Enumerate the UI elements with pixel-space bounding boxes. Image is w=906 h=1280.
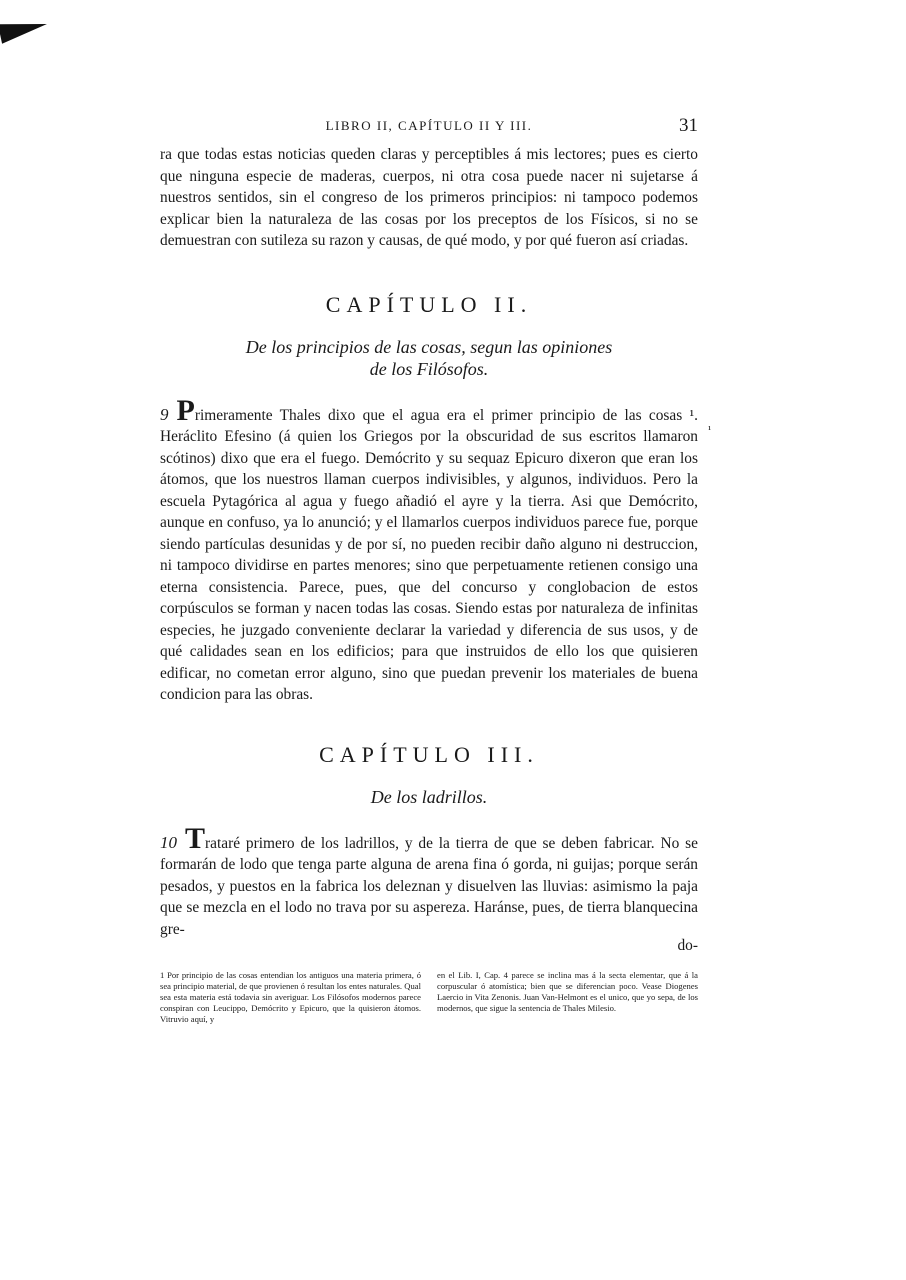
paragraph-9-number: 9 [160,404,169,424]
paragraph-9-block [160,393,712,706]
running-head [160,115,698,144]
catchword: do- [677,937,698,954]
paragraph-10-number: 10 [160,832,177,852]
paragraph-10 [160,821,698,941]
footnotes [160,970,698,1025]
paragraph-10-dropcap: T [185,821,206,855]
paragraph-9 [160,393,698,706]
paragraph-10-text: rataré primero de los ladrillos, y de la tierra de que se deben fabricar. No se formarán de lodo que tenga parte alguna de arena fina ó gorda, ni guijas; porque serán pesados, y puestos en la fabrica los deleznan y disuelven las lluvias: asimismo la paja que se mezcla en el lodo no trava por su aspereza. Haránse, pues, de tierra blanquecina gre- [160,834,698,938]
page-number: 31 [679,115,698,136]
book-page [160,115,712,1025]
footnote-column-1: 1 Por principio de las cosas entendian los antiguos una materia primera, ó sea principio material, de que provienen ó resultan los entes naturales. Qual sea esta materia está todavia sin averiguar. Los Filósofos modernos parece conspiran con Leucippo, Demócrito y Epicuro, que la quisieron átomos. Vitruvio aquí, y [160,970,421,1024]
chapter-2-subtitle-line-2: de los Filósofos. [369,358,489,379]
running-head-title: LIBRO II, CAPÍTULO II Y III. [325,118,533,133]
margin-mark: ¹ [708,423,712,436]
scan-corner-mark [0,14,49,44]
intro-paragraph: ra que todas estas noticias queden claras y perceptibles á mis lectores; pues es cierto que ninguna especie de maderas, cuerpos, ni otra cosa puede nacer ni sujetarse á nuestros sentidos, sin el congreso de los primeros principios: ni tampoco podemos explicar bien la naturaleza de las cosas por los preceptos de los Físicos, si no se demuestran con sutileza su razon y causas, de qué modo, y por qué fueron así criadas. [160,146,698,249]
paragraph-9-text: rimeramente Thales dixo que el agua era el primer principio de las cosas ¹. Heráclito Efesino (á quien los Griegos por la obscuridad de sus escritos llamaron scótinos) dixo que era el fuego. Demócrito y su sequaz Epicuro dixeron que eran los átomos, que los nuestros llaman cuerpos indivisibles, y algunos, individuos. Pero la escuela Pytagórica al agua y fuego añadió el ayre y la tierra. Asi que Demócrito, aunque en confuso, ya lo anunció; y el llamarlos cuerpos individuos parece fue, porque siendo partículas desunidas y de por sí, no pueden recibir daño alguno ni destruccion, ni tampoco dividirse en partes menores; sino que perpetuamente retienen consigo una eterna consistencia. Parece, pues, que del concurso y conglobacion de estos corpúsculos se forman y nacen todas las cosas. Siendo estas por naturaleza de infinitas especies, he juzgado conveniente declarar la variedad y diferencia de sus usos, y de qué calidades sean en los edificios; para que instruidos de ello los que quisieren edificar, no cometan error alguno, sino que puedan prevenir los materiales de buena condicion para las obras. [160,406,698,703]
chapter-2-subtitle [160,336,698,380]
chapter-2-subtitle-line-1: De los principios de las cosas, segun las opiniones [245,336,613,357]
paragraph-9-dropcap: P [176,393,195,427]
chapter-3-subtitle: De los ladrillos. [370,786,488,807]
footnote-column-2: en el Lib. I, Cap. 4 parece se inclina mas á la secta elementar, que á la corpuscular ó atomística; bien que se diferencian poco. Vease Diogenes Laercio in Vita Zenonis. Juan Van-Helmont es el unico, que yo sepa, de los modernos, que sigue la sentencia de Thales Milesio. [437,970,698,1013]
chapter-3-title: CAPÍTULO III. [319,741,539,767]
chapter-2-title: CAPÍTULO II. [325,291,533,317]
